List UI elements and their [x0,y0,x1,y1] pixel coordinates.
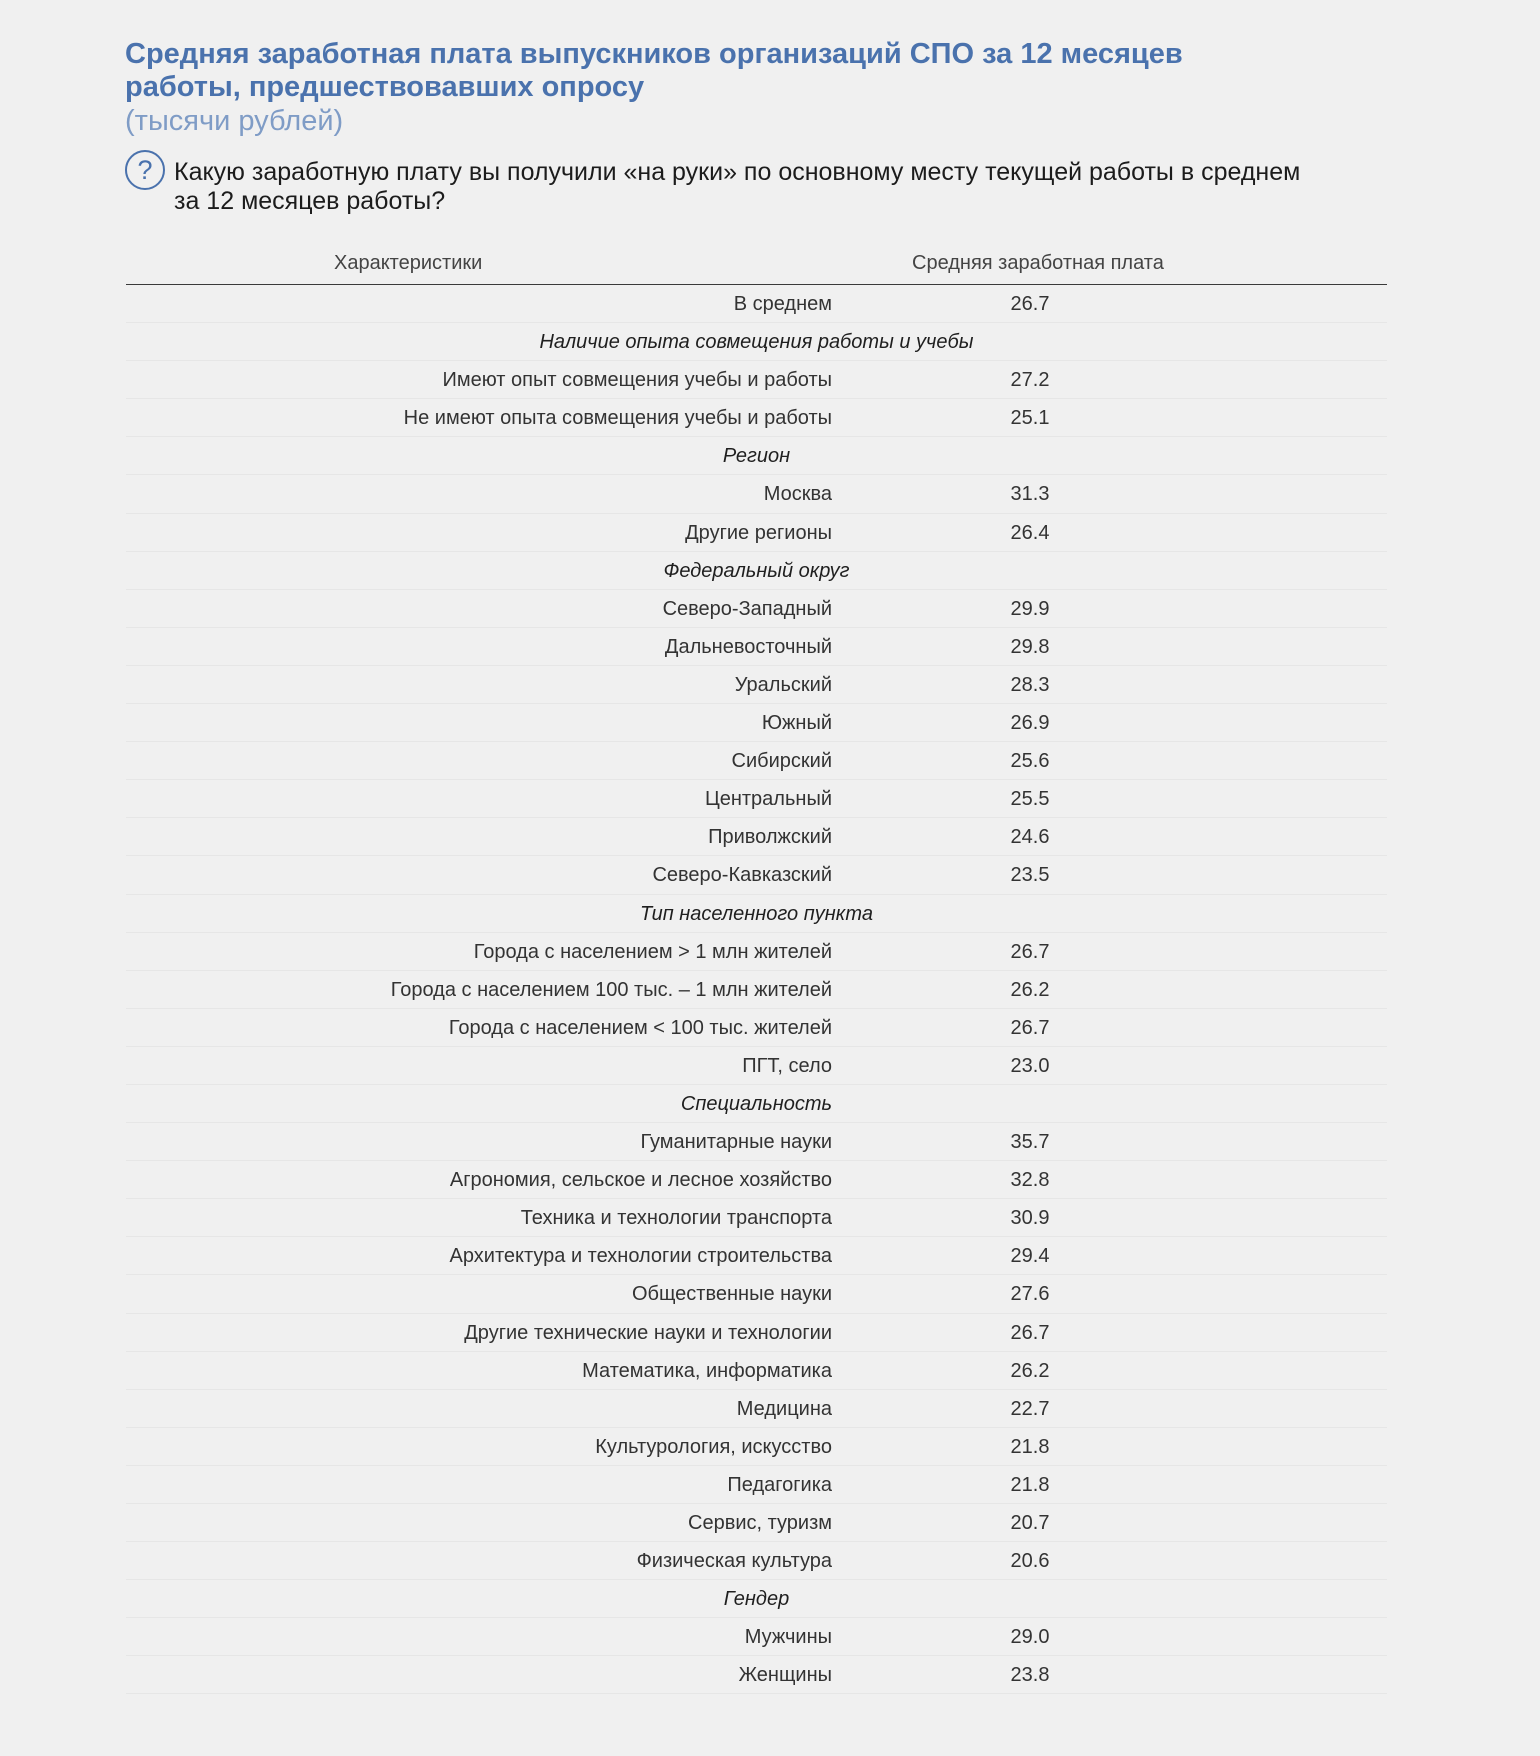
table-row [126,971,1387,1009]
row-label: Приволжский [708,826,832,849]
row-value: 28.3 [1010,673,1050,696]
table-row [126,1237,1387,1275]
row-value: 23.8 [1010,1664,1050,1687]
row-value: 27.6 [1010,1283,1050,1306]
table-row [126,704,1387,742]
table-row [126,1352,1387,1390]
row-label: Гуманитарные науки [640,1131,832,1154]
row-label: Не имеют опыта совмещения учебы и работы [403,407,832,430]
table-row [126,1466,1387,1504]
table-row [126,1390,1387,1428]
row-value: 26.2 [1010,1359,1050,1382]
row-value: 29.9 [1010,597,1050,620]
survey-question: Какую заработную плату вы получили «на руки» по основному месту текущей работы в среднем за 12 месяцев работы? [174,158,1301,215]
row-label: Мужчины [744,1626,832,1649]
page-title: Средняя заработная плата выпускников организаций СПО за 12 месяцев работы, предшествовавших опросу [125,38,1183,103]
row-value: 23.5 [1010,864,1050,887]
table-row [126,1314,1387,1352]
table-row [126,1542,1387,1580]
row-label: Физическая культура [636,1550,832,1573]
row-label: Южный [761,712,832,735]
row-value: 29.0 [1010,1626,1050,1649]
row-value: 25.1 [1010,407,1050,430]
table-row [126,475,1387,513]
row-value: 25.6 [1010,750,1050,773]
section-title: Федеральный округ [663,559,850,582]
column-header-characteristics: Характеристики [334,252,483,274]
row-value: 26.4 [1010,521,1050,544]
row-value: 31.3 [1010,483,1050,506]
row-value: 22.7 [1010,1397,1050,1420]
section-header-row [126,437,1387,475]
row-value: 26.7 [1010,1016,1050,1039]
section-header-row [126,895,1387,933]
row-value: 32.8 [1010,1169,1050,1192]
row-label: Медицина [736,1397,832,1420]
row-value: 30.9 [1010,1207,1050,1230]
row-label: Дальневосточный [664,635,832,658]
table-body [126,285,1387,1694]
row-value: 26.2 [1010,978,1050,1001]
table-row [126,1047,1387,1085]
section-title: Специальность [680,1092,833,1115]
table-row [126,361,1387,399]
row-label: Женщины [738,1664,832,1687]
table-row [126,1275,1387,1313]
row-label: Имеют опыт совмещения учебы и работы [442,369,832,392]
row-label: Техника и технологии транспорта [520,1207,832,1230]
section-title: Наличие опыта совмещения работы и учебы [539,331,974,354]
section-title: Гендер [723,1588,790,1611]
row-label: Уральский [734,673,832,696]
section-title: Тип населенного пункта [640,902,873,925]
row-value: 25.5 [1010,788,1050,811]
row-label: Общественные науки [631,1283,832,1306]
table-row [126,780,1387,818]
table-row [126,1504,1387,1542]
table-row [126,399,1387,437]
row-value: 21.8 [1010,1435,1050,1458]
row-value: 26.7 [1010,940,1050,963]
row-value: 24.6 [1010,826,1050,849]
table-row [126,933,1387,971]
row-label: Сервис, туризм [688,1512,832,1534]
table-row [126,818,1387,856]
row-label: Агрономия, сельское и лесное хозяйство [449,1169,832,1192]
table-row [126,742,1387,780]
page-subtitle: (тысячи рублей) [125,105,344,137]
table-row [126,590,1387,628]
table-row [126,1618,1387,1656]
section-header-row [126,323,1387,361]
row-value: 29.8 [1010,635,1050,658]
table-row [126,1656,1387,1694]
table-row [126,1428,1387,1466]
row-value: 23.0 [1010,1054,1050,1077]
row-label: ПГТ, село [742,1054,832,1077]
row-label: Другие технические науки и технологии [464,1321,832,1344]
row-value: 29.4 [1010,1245,1050,1268]
section-header-row [126,552,1387,590]
row-value: 21.8 [1010,1473,1050,1496]
salary-table [126,244,1387,1694]
row-label: Педагогика [727,1473,832,1496]
row-label: Другие регионы [685,521,832,544]
table-row [126,628,1387,666]
column-header-average-salary: Средняя заработная плата [912,252,1164,274]
table-row [126,285,1387,323]
row-label: Культурология, искусство [595,1435,832,1458]
row-label: Москва [763,483,832,506]
row-label: Сибирский [731,750,832,773]
row-value: 26.7 [1010,293,1050,315]
row-label: В среднем [733,293,832,315]
table-row [126,514,1387,552]
row-label: Города с населением < 100 тыс. жителей [448,1016,832,1039]
row-label: Северо-Западный [662,597,832,620]
row-value: 26.9 [1010,712,1050,735]
row-label: Северо-Кавказский [652,864,832,887]
row-label: Города с населением 100 тыс. – 1 млн жителей [390,978,832,1001]
row-label: Города с населением > 1 млн жителей [473,940,832,963]
row-label: Архитектура и технологии строительства [449,1245,832,1268]
row-value: 20.6 [1010,1550,1050,1573]
section-title: Регион [722,445,791,468]
table-row [126,1123,1387,1161]
question-circle-icon: ? [125,150,165,190]
section-header-row [126,1085,1387,1123]
table-header [126,244,1387,285]
row-value: 26.7 [1010,1321,1050,1344]
table-row [126,1009,1387,1047]
row-value: 27.2 [1010,369,1050,392]
section-header-row [126,1580,1387,1618]
table-row [126,666,1387,704]
row-value: 20.7 [1010,1512,1050,1534]
table-row [126,1161,1387,1199]
row-label: Центральный [704,788,832,811]
row-label: Математика, информатика [582,1359,832,1382]
table-row [126,1199,1387,1237]
table-row [126,856,1387,894]
row-value: 35.7 [1010,1131,1050,1154]
